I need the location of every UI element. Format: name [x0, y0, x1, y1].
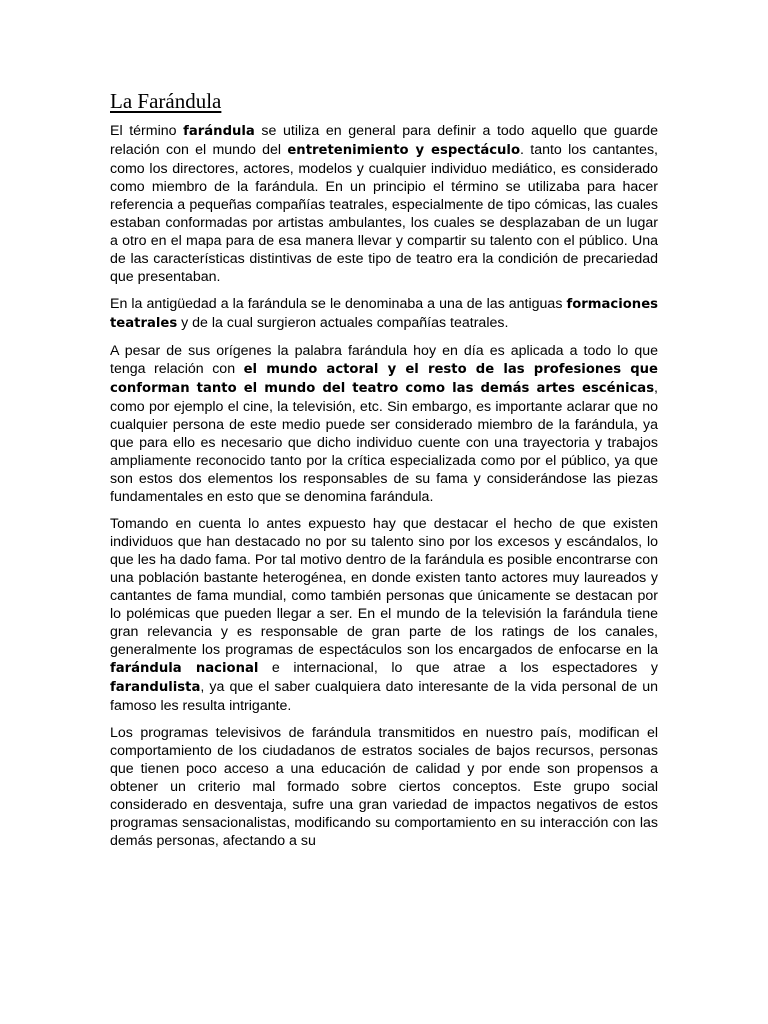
text-run: , como por ejemplo el cine, la televisión, etc. Sin embargo, es importante aclarar que no cualquier persona de este medio puede ser considerado miembro de la farándula, ya que para ello es necesario que dicho individuo cuente con una trayectoria y trabajos ampliamente reconocido tanto por la crítica especializada como por el público, ya que son estos dos elementos los responsables de su fama y considerándose las piezas fundamentales en esto que se denomina farándula.	[110, 380, 658, 505]
text-run: . tanto los cantantes, como los directores, actores, modelos y cualquier individuo mediático, es considerado como miembro de la farándula. En un principio el término se utilizaba para hacer referencia a pequeñas compañías teatrales, especialmente de tipo cómicas, las cuales estaban conformadas por artistas ambulantes, los cuales se desplazaban de un lugar a otro en el mapa para de esa manera llevar y compartir su talento con el público. Una de las características distintivas de este tipo de teatro era la condición de precariedad que presentaban.	[110, 142, 658, 285]
text-run: e internacional, lo que atrae a los espectadores y	[258, 660, 658, 676]
text-run: El término	[110, 123, 184, 139]
document-title: La Farándula	[110, 89, 222, 113]
bold-term: entretenimiento y espectáculo	[287, 143, 521, 158]
text-run: Tomando en cuenta lo antes expuesto hay que destacar el hecho de que existen individuos que han destacado no por su talento sino por los excesos y escándalos, lo que les ha dado fama. Por tal motivo dentro de la farándula es posible encontrarse con una población bastante heterogénea, en donde existen tanto actores muy laureados y cantantes de fama mundial, como también personas que únicamente se destacan por lo polémicas que pueden llegar a ser. En el mundo de la televisión la farándula tiene gran relevancia y es responsable de gran parte de los ratings de los canales, generalmente los programas de espectáculos son los encargados de enfocarse en la	[110, 516, 658, 658]
bold-term: el mundo actoral y el resto de las profesiones que conforman tanto el mundo del teatro como las demás artes escénicas	[110, 362, 659, 396]
text-run: , ya que el saber cualquiera dato interesante de la vida personal de un famoso les resulta intrigante.	[110, 679, 658, 714]
paragraph-3	[110, 342, 658, 506]
bold-term: farándula	[183, 124, 255, 139]
paragraph-2	[110, 295, 658, 333]
paragraph-4	[110, 515, 658, 715]
bold-term: farandulista	[110, 680, 201, 695]
text-run: y de la cual surgieron actuales compañías teatrales.	[177, 315, 509, 331]
paragraph-5	[110, 724, 658, 850]
document-body	[110, 88, 658, 859]
bold-term: formaciones teatrales	[110, 297, 658, 331]
text-run: En la antigüedad a la farándula se le denominaba a una de las antiguas	[110, 296, 567, 312]
text-run: se utiliza en general para definir a todo aquello que guarde relación con el mundo del	[110, 123, 658, 158]
text-run: Los programas televisivos de farándula transmitidos en nuestro país, modifican el comportamiento de los ciudadanos de estratos sociales de bajos recursos, personas que tienen poco acceso a una educación de calidad y por ende son propensos a obtener un criterio mal formado sobre ciertos conceptos. Este grupo social considerado en desventaja, sufre una gran variedad de impactos negativos de estos programas sensacionalistas, modificando su comportamiento en su interacción con las demás personas, afectando a su	[110, 725, 658, 849]
text-run: A pesar de sus orígenes la palabra farándula hoy en día es aplicada a todo lo que tenga relación con	[110, 343, 658, 377]
bold-term: farándula nacional	[110, 661, 259, 676]
paragraph-1	[110, 122, 658, 286]
